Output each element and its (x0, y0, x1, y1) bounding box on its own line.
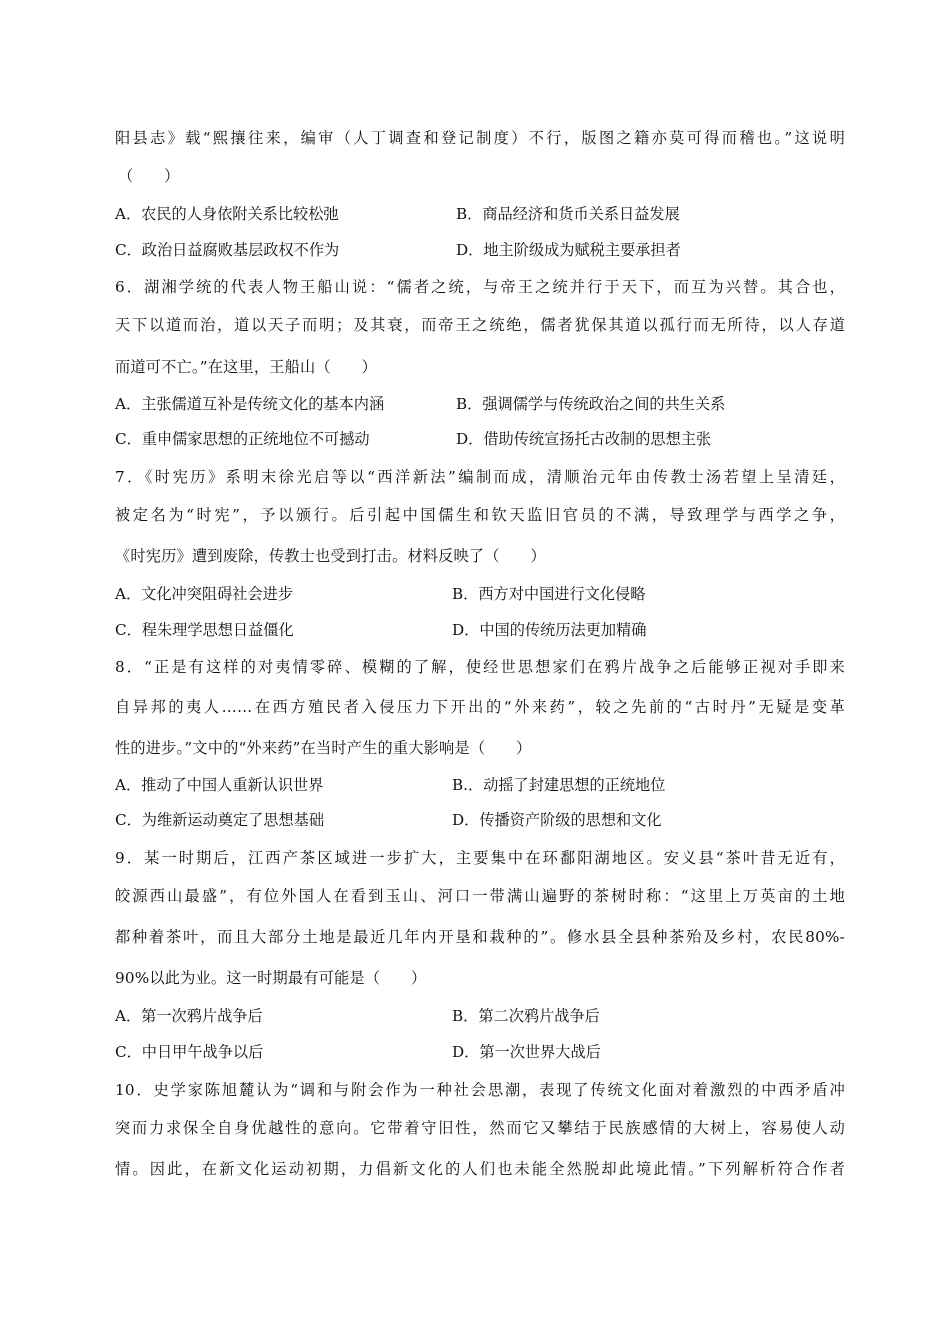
question-5-option-c[interactable]: C．政治日益腐败基层政权不作为 (115, 241, 340, 259)
question-7-line-2: 被定名为“时宪”，予以颁行。后引起中国儒生和钦天监旧官员的不满，导致理学与西学之争， (115, 506, 845, 524)
question-7-option-a[interactable]: A．文化冲突阻碍社会进步 (115, 585, 294, 603)
question-6-option-c[interactable]: C．重申儒家思想的正统地位不可撼动 (115, 430, 370, 448)
question-9-option-a[interactable]: A．第一次鸦片战争后 (115, 1007, 263, 1025)
question-8-option-a[interactable]: A．推动了中国人重新认识世界 (115, 776, 324, 794)
question-9-line-2: 皎源西山最盛”，有位外国人在看到玉山、河口一带满山遍野的茶树时称：“这里上万英亩的土地 (115, 887, 845, 905)
question-8-option-d[interactable]: D．传播资产阶级的思想和文化 (452, 811, 662, 829)
question-8-line-3: 性的进步。”文中的“外来药”在当时产生的重大影响是（ ） (115, 739, 532, 757)
question-6-option-d[interactable]: D．借助传统宣扬托古改制的思想主张 (456, 430, 712, 448)
question-5-option-d[interactable]: D．地主阶级成为赋税主要承担者 (456, 241, 681, 259)
question-8-option-c[interactable]: C．为维新运动奠定了思想基础 (115, 811, 325, 829)
question-6-line-1: 6．湖湘学统的代表人物王船山说：“儒者之统，与帝王之统并行于天下，而互为兴替。其合也， (115, 278, 845, 296)
question-5-answer-blank: （ ） (118, 167, 180, 185)
question-8-line-1: 8．“正是有这样的对夷情零碎、模糊的了解，使经世思想家们在鸦片战争之后能够正视对手即来 (115, 658, 845, 676)
question-6-option-b[interactable]: B．强调儒学与传统政治之间的共生关系 (456, 395, 726, 413)
question-10-line-3: 情。因此，在新文化运动初期，力倡新文化的人们也未能全然脱却此境此情。”下列解析符合作者 (115, 1160, 845, 1178)
question-9-option-c[interactable]: C．中日甲午战争以后 (115, 1043, 264, 1061)
question-9-line-4: 90%以此为业。这一时期最有可能是（ ） (115, 969, 427, 987)
question-8-option-b[interactable]: B.．动摇了封建思想的正统地位 (452, 776, 666, 794)
question-7-line-3: 《时宪历》遭到废除，传教士也受到打击。材料反映了（ ） (115, 547, 546, 565)
question-7-option-c[interactable]: C．程朱理学思想日益僵化 (115, 621, 294, 639)
question-7-option-b[interactable]: B．西方对中国进行文化侵略 (452, 585, 646, 603)
question-9-line-3: 都种着茶叶，而且大部分土地是最近几年内开垦和栽种的”。修水县全县种茶殆及乡村，农民80%- (115, 928, 845, 946)
question-5-option-a[interactable]: A．农民的人身依附关系比较松弛 (115, 205, 339, 223)
question-9-option-b[interactable]: B．第二次鸦片战争后 (452, 1007, 600, 1025)
question-6-option-a[interactable]: A．主张儒道互补是传统文化的基本内涵 (115, 395, 385, 413)
question-5-text: 阳县志》载“熙攘往来，编审（人丁调查和登记制度）不行，版图之籍亦莫可得而稽也。”这说明 (115, 129, 845, 147)
question-7-option-d[interactable]: D．中国的传统历法更加精确 (452, 621, 647, 639)
question-9-line-1: 9．某一时期后，江西产茶区域进一步扩大，主要集中在环鄱阳湖地区。安义县“茶叶昔无近有， (115, 849, 845, 867)
question-8-line-2: 自异邦的夷人……在西方殖民者入侵压力下开出的“外来药”，较之先前的“古时丹”无疑是变革 (115, 698, 845, 716)
question-6-line-2: 天下以道而治，道以天子而明；及其衰，而帝王之统绝，儒者犹保其道以孤行而无所待，以人存道 (115, 316, 845, 334)
question-9-option-d[interactable]: D．第一次世界大战后 (452, 1043, 601, 1061)
question-7-line-1: 7．《时宪历》系明末徐光启等以“西洋新法”编制而成，清顺治元年由传教士汤若望上呈清廷， (115, 468, 845, 486)
question-6-line-3: 而道可不亡。”在这里，王船山（ ） (115, 358, 377, 376)
question-5-option-b[interactable]: B．商品经济和货币关系日益发展 (456, 205, 680, 223)
question-10-line-2: 突而力求保全自身优越性的意向。它带着守旧性，然而它又攀结于民族感情的大树上，容易使人动 (115, 1119, 845, 1137)
question-10-line-1: 10．史学家陈旭麓认为“调和与附会作为一种社会思潮，表现了传统文化面对着激烈的中西矛盾冲 (115, 1081, 845, 1099)
